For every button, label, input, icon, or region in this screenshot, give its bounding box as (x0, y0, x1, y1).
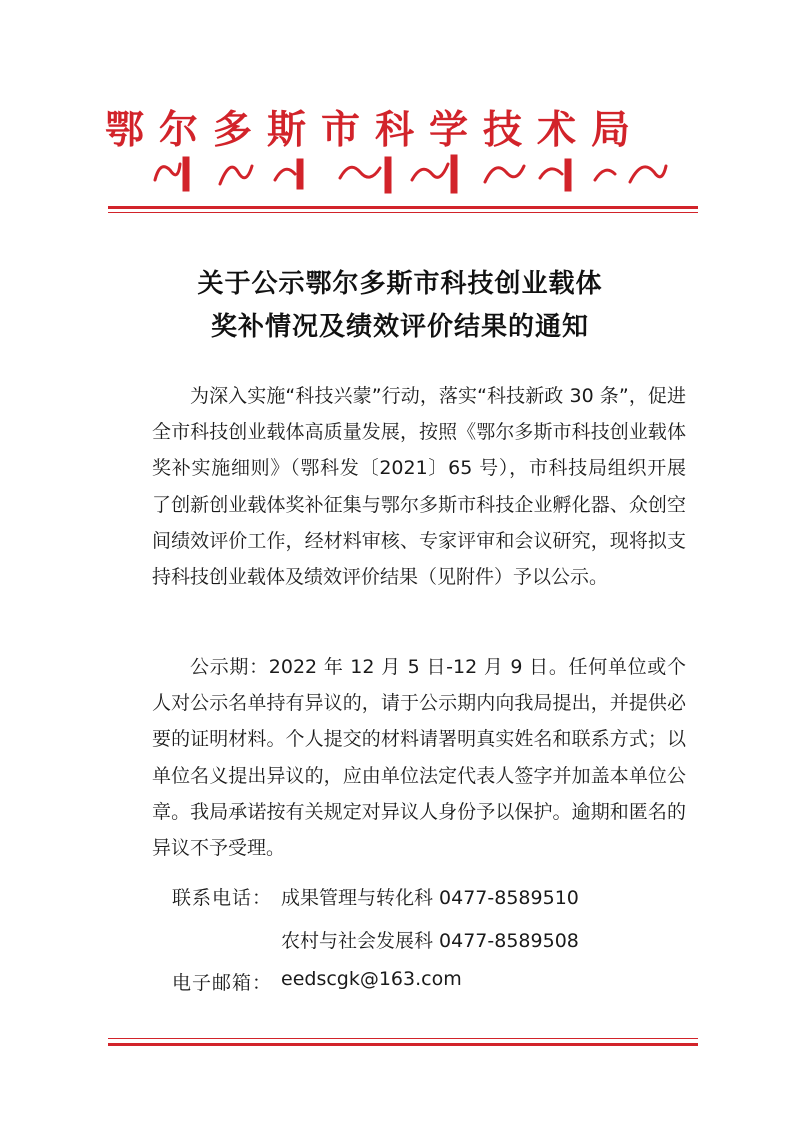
bottom-divider-thick (108, 1043, 698, 1046)
phone-line-1: 成果管理与转化科 0477-8589510 (281, 887, 579, 909)
top-divider-thick (108, 206, 698, 209)
top-divider-thin (108, 212, 698, 213)
document-title-line1: 关于公示鄂尔多斯市科技创业载体 (197, 269, 603, 299)
phone-label: 联系电话： (172, 887, 273, 909)
email-address: eedscgk@163.com (281, 968, 462, 990)
org-name-header: 鄂尔多斯市科学技术局 (105, 107, 646, 153)
email-label: 电子邮箱： (172, 972, 273, 994)
body-paragraph-2: 公示期：2022 年 12 月 5 日-12 月 9 日。任何单位或个人对公示名单持有异议的，请于公示期内向我局提出，并提供必要的证明材料。个人提交的材料请署明真实姓名和联系方式；以单位名义提出异议的，应由单位法定代表人签字并加盖本单位公章。我局承诺按有关规定对异议人身份予以保护。逾期和匿名的异议不予受理。 (152, 656, 686, 860)
document-title-line2: 奖补情况及绩效评价结果的通知 (210, 312, 589, 342)
mongolian-script-header (150, 150, 670, 198)
bottom-divider-thin (108, 1038, 698, 1039)
mongolian-script-graphic (150, 150, 670, 198)
body-paragraph-1: 为深入实施“科技兴蒙”行动，落实“科技新政 30 条”，促进全市科技创业载体高质量发展，按照《鄂尔多斯市科技创业载体奖补实施细则》（鄂科发〔2021〕65 号），市科技局组织开展了创新创业载体奖补征集与鄂尔多斯市科技企业孵化器、众创空间绩效评价工作，经材料审核、专家评审和会议研究，现将拟支持科技创业载体及绩效评价结果（见附件）予以公示。 (152, 385, 686, 589)
phone-line-2: 农村与社会发展科 0477-8589508 (281, 930, 579, 952)
